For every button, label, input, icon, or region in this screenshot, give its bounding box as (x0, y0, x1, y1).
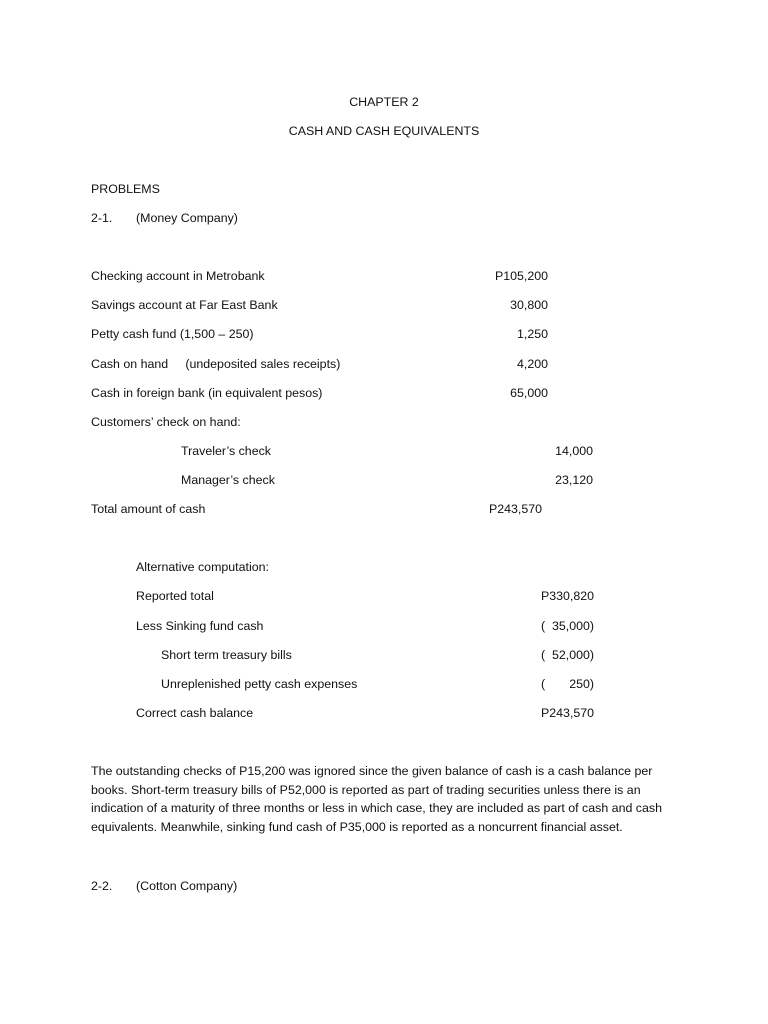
item-amount: 30,800 (510, 298, 548, 312)
item-label: Cash on hand (undeposited sales receipts) (91, 357, 341, 371)
item-label: Checking account in Metrobank (91, 269, 265, 283)
problem-company: (Cotton Company) (136, 879, 238, 893)
problem-number: 2-2. (91, 879, 113, 893)
alt-row-amount: P243,570 (541, 706, 595, 720)
problems-label: PROBLEMS (91, 182, 160, 196)
check-amount: 23,120 (555, 473, 593, 487)
chapter-heading: CHAPTER 2 (349, 95, 419, 109)
item-amount: 1,250 (516, 327, 548, 341)
alt-row-amount: ( 52,000) (541, 648, 595, 662)
problem-company: (Money Company) (136, 211, 238, 225)
alt-row-label: Correct cash balance (136, 706, 254, 720)
item-amount: 4,200 (516, 357, 548, 371)
item-amount: P105,200 (494, 269, 548, 283)
alt-row-label: Less Sinking fund cash (136, 619, 264, 633)
alt-row-label: Short term treasury bills (161, 648, 292, 662)
check-amount: 14,000 (555, 444, 593, 458)
alt-row-label: Unreplenished petty cash expenses (161, 677, 358, 691)
explanation-paragraph: The outstanding checks of P15,200 was ignored since the given balance of cash is a cash balance per books. Short-term treasury bills of P52,000 is reported as part of trading securities unless there is an indication of a maturity of three months or less in which case, they are included as part of cash and cash equivalents. Meanwhile, sinking fund cash of P35,000 is reported as a noncurrent financial asset. (91, 764, 662, 834)
item-label: Savings account at Far East Bank (91, 298, 278, 312)
problem-number: 2-1. (91, 211, 113, 225)
item-amount: 65,000 (510, 386, 548, 400)
total-label: Total amount of cash (91, 502, 206, 516)
alt-row-label: Reported total (136, 589, 214, 603)
alternative-heading: Alternative computation: (136, 560, 269, 574)
alt-row-amount: ( 35,000) (541, 619, 595, 633)
check-label: Manager’s check (181, 473, 275, 487)
customers-check-label: Customers’ check on hand: (91, 415, 241, 429)
page-title: CASH AND CASH EQUIVALENTS (288, 124, 480, 138)
alt-row-amount: ( 250) (541, 677, 595, 691)
check-label: Traveler’s check (181, 444, 271, 458)
total-amount: P243,570 (488, 502, 542, 516)
item-label: Petty cash fund (1,500 – 250) (91, 327, 254, 341)
alt-row-amount: P330,820 (541, 589, 595, 603)
item-label: Cash in foreign bank (in equivalent pesos) (91, 386, 323, 400)
